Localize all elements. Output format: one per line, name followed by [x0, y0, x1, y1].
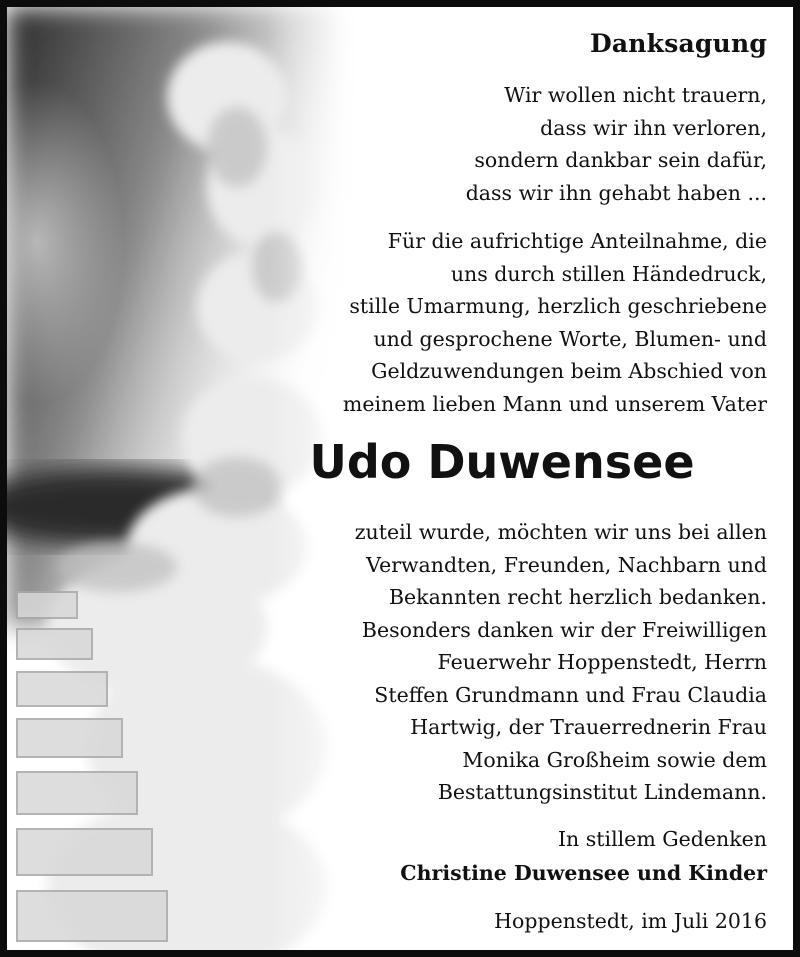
paragraph-line: Feuerwehr Hoppenstedt, Herrn	[437, 650, 767, 674]
poem-line: dass wir ihn verloren,	[540, 115, 767, 140]
paragraph-line: Monika Großheim sowie dem	[462, 747, 767, 772]
paragraph-line: uns durch stillen Händedruck,	[450, 261, 767, 286]
paragraph-line: stille Umarmung, herzlich geschriebene	[349, 294, 767, 318]
paragraph-line: Steffen Grundmann und Frau Claudia	[374, 682, 767, 707]
signers: Christine Duwensee und Kinder	[400, 861, 767, 885]
paragraph-line: Hartwig, der Trauerrednerin Frau	[410, 715, 767, 739]
paragraph-line: meinem lieben Mann und unserem Vater	[342, 391, 767, 416]
poem-line: dass wir ihn gehabt haben ...	[465, 180, 767, 205]
poem	[466, 79, 767, 209]
thanks-paragraph-1	[343, 225, 767, 420]
notice-heading: Danksagung	[590, 29, 767, 58]
paragraph-line: Verwandten, Freunden, Nachbarn und	[366, 552, 767, 577]
paragraph-line: und gesprochene Worte, Blumen- und	[373, 326, 767, 351]
poem-line: sondern dankbar sein dafür,	[474, 148, 767, 172]
closing-line: In stillem Gedenken	[557, 827, 767, 851]
paragraph-line: Geldzuwendungen beim Abschied von	[371, 359, 767, 383]
place-date: Hoppenstedt, im Juli 2016	[494, 909, 767, 933]
paragraph-line: Bestattungsinstitut Lindemann.	[437, 780, 767, 804]
poem-line: Wir wollen nicht trauern,	[504, 83, 767, 107]
paragraph-line: Für die aufrichtige Anteilnahme, die	[387, 229, 767, 253]
paragraph-line: Bekannten recht herzlich bedanken.	[388, 585, 767, 609]
thanks-paragraph-2	[355, 516, 767, 809]
paragraph-line: Besonders danken wir der Freiwilligen	[361, 617, 767, 642]
paragraph-line: zuteil wurde, möchten wir uns bei allen	[354, 520, 767, 544]
deceased-name: Udo Duwensee	[309, 435, 695, 489]
